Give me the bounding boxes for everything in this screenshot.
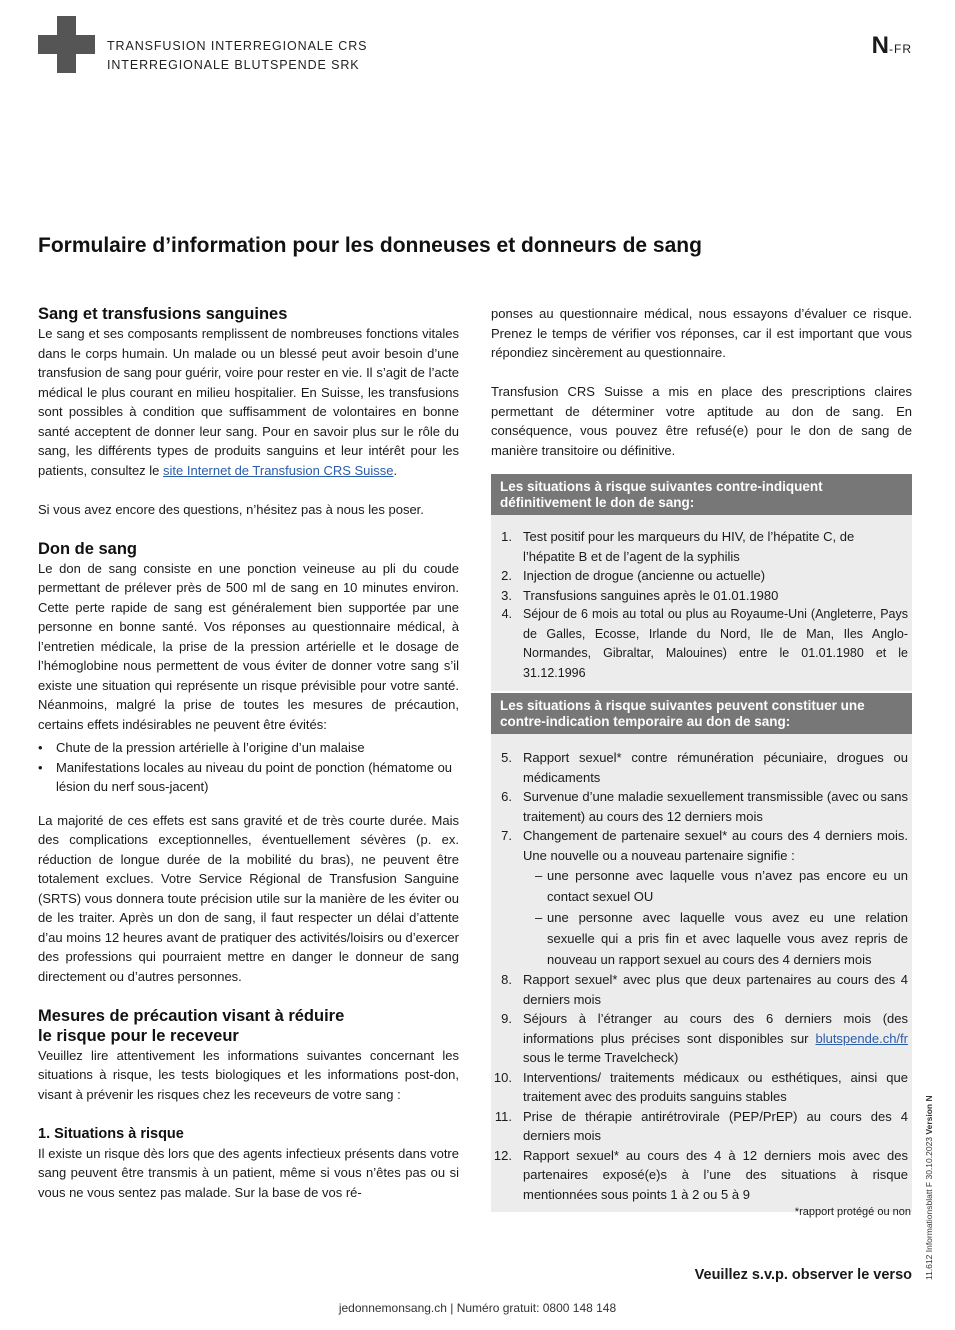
section-heading-risk-situations: 1. Situations à risque [38, 1125, 184, 1142]
list-item: 11. Prise de thérapie antirétrovirale (PEP/PrEP) au cours des 4 derniers mois [494, 1108, 908, 1143]
section-text-complications: La majorité de ces effets est sans gravité et de très courte durée. Mais des complications exceptionnelles, éventuellement sévères (p. ex. réduction de longue durée de la mobilité du bras), ne peuvent être totalement exclues. Votre Service Régional de Transfusion Sanguine (SRTS) vous donnera toute précision utile sur la manière de les éviter ou de les traiter. Après un don de sang, il faut respecter un délai d’attente d’au moins 12 heures avant de pratiquer des activités/loisirs ou d’exercer des professions qui pourraient mettre en danger le donneur de sang directement ou d’autres personnes. [38, 812, 459, 984]
sub-item: – une personne avec laquelle vous avez eu une relation sexuelle qui a pris fin et avec laquelle vous avez repris de nouveau un rapport sexuel au cours des 4 derniers mois [523, 907, 908, 970]
list-item: • Manifestations locales au niveau du point de ponction (hématome ou lésion du nerf sous-jacent) [38, 758, 459, 797]
right-column [491, 304, 912, 1212]
see-reverse-note: Veuillez s.v.p. observer le verso [694, 1267, 912, 1283]
side-effects-list [38, 738, 459, 797]
section-text-donation: Le don de sang consiste en une ponction veineuse au pli du coude permettant de prélever près de 500 ml de sang en 10 minutes environ. Cette perte rapide de sang est généralement bien supportée par une personne en bonne santé. Vos réponses au questionnaire médical, à l’entretien médicale, la prise de la pression artérielle et le dosage de l’hémoglobine nous permettent de vous éviter de donner votre sang s’il existe une situation qui représente un risque prévisible pour votre santé. Néanmoins, malgré la prise de toutes les mesures de précaution, certains effets indésirables ne peuvent être évités: [38, 560, 459, 732]
list-item: 7. Changement de partenaire sexuel* au cours des 4 derniers mois. Une nouvelle ou a nouveau partenaire signifie : – une personne avec laquelle vous n’avez pas encore eu un contact sexuel OU – une personne avec laquelle vous avez eu une relation sexuelle qui a pris fin et avec laquelle vous avez repris de nouveau un rapport sexuel au cours des 4 derniers mois [491, 826, 912, 970]
form-code [872, 32, 912, 60]
list-item: 12. Rapport sexuel* au cours des 4 à 12 derniers mois avec des partenaires exposé(e)s à l’une des situations à risque mentionnées sous points 1 à 2 ou 5 à 9 [493, 1147, 908, 1202]
page-title: Formulaire d’information pour les donneuses et donneurs de sang [38, 234, 702, 257]
form-language: -FR [889, 42, 912, 56]
list-item: • Chute de la pression artérielle à l’origine d’un malaise [38, 738, 459, 758]
srk-website-link[interactable]: site Internet de Transfusion CRS Suisse [163, 462, 394, 478]
section-heading-blood: Sang et transfusions sanguines [38, 305, 288, 323]
org-name-fr: TRANSFUSION INTERREGIONALE CRS [107, 39, 368, 53]
section-heading-precautions: Mesures de précaution visant à réduire le risque pour le receveur [38, 1006, 345, 1045]
list-item: 6. Survenue d’une maladie sexuellement transmissible (avec ou sans traitement) au cours des 12 derniers mois [501, 789, 908, 824]
temporary-contraindications-header: Les situations à risque suivantes peuvent constituer une contre-indication temporaire au don de sang: [491, 693, 912, 734]
left-column [38, 304, 459, 1202]
list-item: 10. Interventions/ traitements médicaux ou esthétiques, ainsi que traitement avec des produits sanguins stables [493, 1069, 908, 1104]
permanent-contraindications-box [491, 474, 912, 1212]
permanent-contraindications-list [491, 515, 912, 691]
list-item: 5. Rapport sexuel* contre rémunération pécuniaire, drogues ou médicaments [501, 750, 908, 785]
page-footer: jedonnemonsang.ch | Numéro gratuit: 0800 148 148 [338, 1301, 617, 1315]
org-name-de: INTERREGIONALE BLUTSPENDE SRK [107, 58, 360, 72]
list-item: 8. Rapport sexuel* avec plus que deux partenaires au cours des 4 derniers mois [501, 972, 908, 1007]
section-text-blood: Le sang et ses composants remplissent de nombreuses fonctions vitales dans le corps humain. Un malade ou un blessé peut avoir besoin d’une transfusion de sang pour guérir, voire pour rester en vie. Il s’agit de l’acte médical le plus courant en milieu hospitalier. En Suisse, les transfusions sont possibles à condition que suffisamment de volontaires en bonne santé acceptent de donner leur sang. Pour en savoir plus sur le rôle du sang, les différents types de produits sanguins et leur intérêt pour les patients, consultez le site Internet de Transfusion CRS Suisse. [38, 326, 459, 478]
side-document-reference: 11.612 Informationsblatt F 30.10.2023 Version N [924, 1095, 934, 1280]
list-item: 1. Test positif pour les marqueurs du HIV, de l’hépatite C, de l’hépatite B et de l’agent de la syphilis [501, 529, 855, 564]
sub-item: – une personne avec laquelle vous n’avez pas encore eu un contact sexuel OU [523, 865, 908, 907]
section-text-risk-situations: Il existe un risque dès lors que des agents infectieux présents dans votre sang peuvent être transmis à un patient, même si vous n’êtes pas ou si vous ne vous sentez pas malade. Sur la base de vos ré- [38, 1145, 459, 1200]
prescriptions-text: Transfusion CRS Suisse a mis en place des prescriptions claires permettant de déterminer votre aptitude au don de sang. En conséquence, vous pouvez être refusé(e) pour le don de sang de manière transitoire ou définitive. [491, 384, 912, 458]
section-heading-donation: Don de sang [38, 539, 138, 558]
swiss-cross-logo-icon [38, 16, 95, 73]
footnote: *rapport protégé ou non [794, 1206, 911, 1218]
section-text-precautions: Veuillez lire attentivement les informations suivantes concernant les situations à risque, les tests biologiques et les informations post-don, visant à prévenir les risques chez les receveurs de votre sang : [38, 1047, 459, 1102]
temporary-contraindications-list [491, 734, 912, 1212]
continued-text: ponses au questionnaire médical, nous essayons d’évaluer ce risque. Prenez le temps de vérifier vos réponses, car il est important que vous répondiez sincèrement au questionnaire. [491, 306, 912, 360]
list-item: 2. Injection de drogue (ancienne ou actuelle) [501, 568, 766, 583]
list-item: 9. Séjours à l’étranger au cours des 6 derniers mois (des informations plus précises sont disponibles sur blutspende.ch/fr sous le terme Travelcheck) [501, 1011, 908, 1065]
document-version: Version N [924, 1095, 934, 1135]
form-code-letter: N [871, 32, 889, 59]
questions-text: Si vous avez encore des questions, n’hésitez pas à nous les poser. [38, 501, 424, 517]
organization-name [107, 37, 367, 75]
permanent-contraindications-header: Les situations à risque suivantes contre-indiquent définitivement le don de sang: [491, 474, 912, 515]
list-item: 4. Séjour de 6 mois au total ou plus au Royaume-Uni (Angleterre, Pays de Galles, Ecosse, Irlande du Nord, Ile de Man, Iles Anglo-Normandes, Gibraltar, Malouines) entre le 01.01.1980 et le 31.12.1996 [501, 607, 908, 680]
blutspende-link[interactable]: blutspende.ch/fr [815, 1030, 908, 1046]
list-item: 3. Transfusions sanguines après le 01.01.1980 [501, 587, 779, 603]
